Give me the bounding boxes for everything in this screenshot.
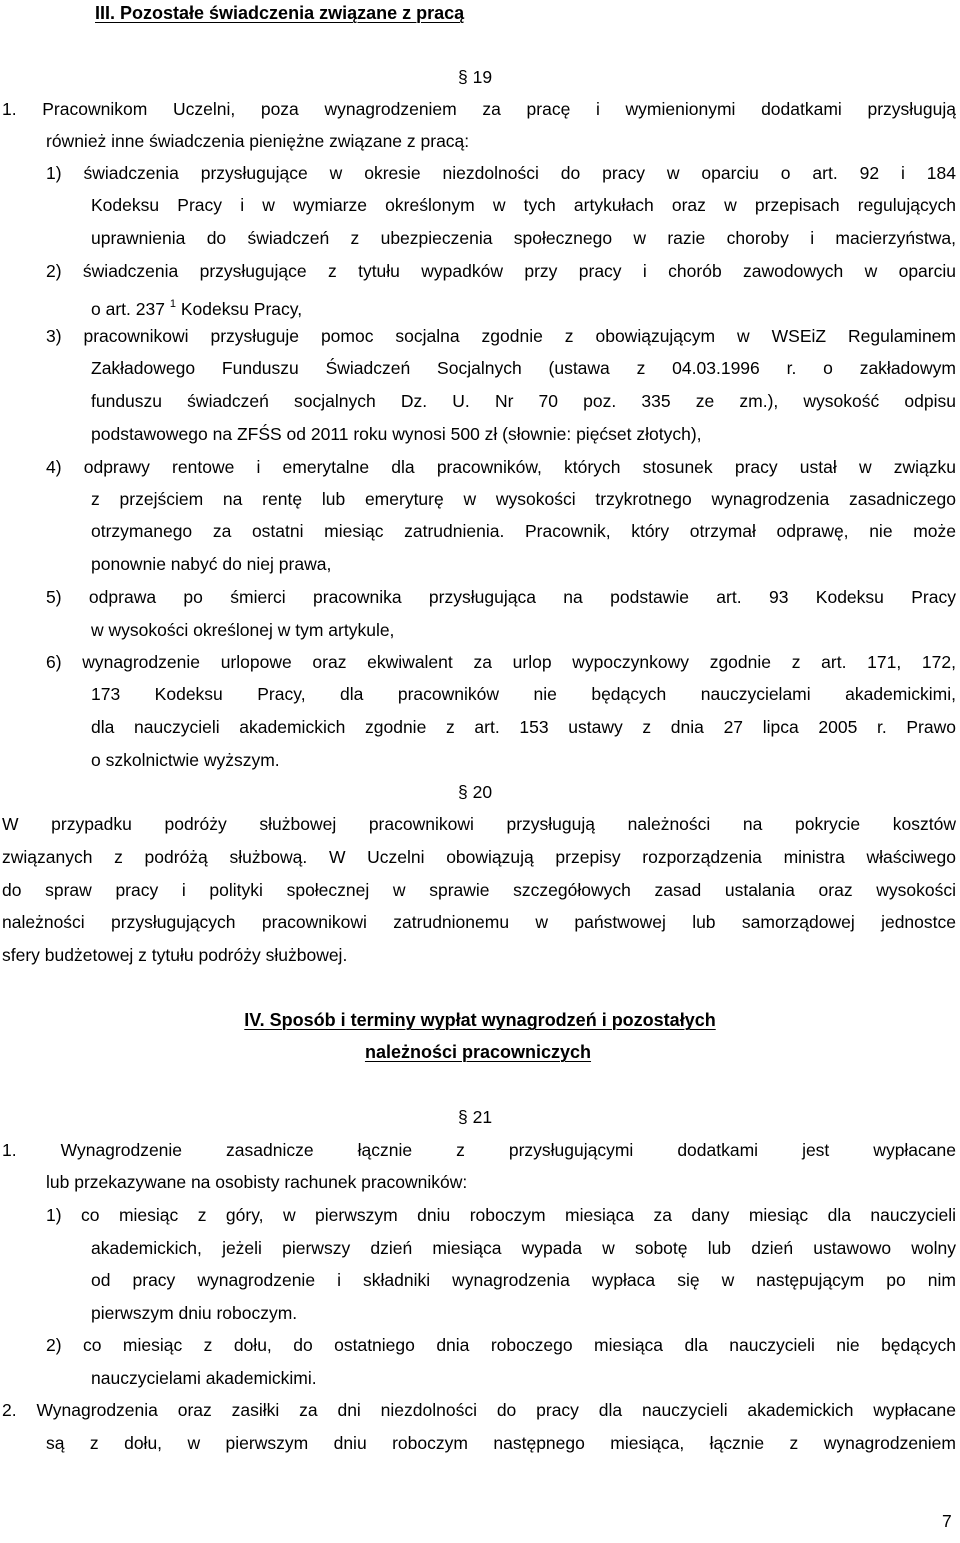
text-line: pierwszym dniu roboczym.: [91, 1303, 298, 1323]
paragraph-header: § 20: [458, 782, 493, 802]
text-line: również inne świadczenia pieniężne związane z pracą:: [46, 131, 470, 151]
text-line: związanych z podróżą służbową. W Uczelni obowiązują przepisy rozporządzenia ministra właściwego: [2, 847, 956, 867]
text-line: sfery budżetowej z tytułu podróży służbowej.: [2, 945, 348, 965]
text-line: W przypadku podróży służbowej pracownikowi przysługują należności na pokrycie kosztów: [2, 814, 956, 834]
text-fragment: o art. 237: [91, 299, 165, 319]
paragraph-header: § 19: [458, 67, 493, 87]
text-line: Zakładowego Funduszu Świadczeń Socjalnych (ustawa z 04.03.1996 r. o zakładowym: [91, 358, 956, 378]
list-item: 6) wynagrodzenie urlopowe oraz ekwiwalent za urlop wypoczynkowy zgodnie z art. 171, 172,: [46, 652, 956, 672]
list-item: 2) co miesiąc z dołu, do ostatniego dnia roboczego miesiąca dla nauczycieli nie będących: [46, 1335, 956, 1355]
list-item: 4) odprawy rentowe i emerytalne dla pracowników, których stosunek pracy ustał w związku: [46, 457, 956, 477]
section-title-line: IV. Sposób i terminy wypłat wynagrodzeń i pozostałych: [244, 1010, 716, 1030]
list-item: 5) odprawa po śmierci pracownika przysługująca na podstawie art. 93 Kodeksu Pracy: [46, 587, 956, 607]
text-line: uprawnienia do świadczeń z ubezpieczenia społecznego w razie choroby i macierzyństwa,: [91, 228, 956, 248]
text-line: 1. Wynagrodzenie zasadnicze łącznie z przysługującymi dodatkami jest wypłacane: [2, 1140, 956, 1160]
text-line: 1. Pracownikom Uczelni, poza wynagrodzeniem za pracę i wymienionymi dodatkami przysługują: [2, 99, 956, 119]
text-line: z przejściem na rentę lub emeryturę w wysokości trzykrotnego wynagrodzenia zasadniczego: [91, 489, 956, 509]
text-line: 2. Wynagrodzenia oraz zasiłki za dni niezdolności do pracy dla nauczycieli akademickich wypłacane: [2, 1400, 956, 1420]
text-line: ponownie nabyć do niej prawa,: [91, 554, 332, 574]
list-item: 1) co miesiąc z góry, w pierwszym dniu roboczym miesiąca za dany miesiąc dla nauczycieli: [46, 1205, 956, 1225]
section-title: III. Pozostałe świadczenia związane z pracą: [95, 3, 465, 23]
text-fragment: Kodeksu Pracy,: [180, 299, 303, 319]
page-number: 7: [942, 1511, 952, 1531]
section-title: [0, 1009, 960, 1031]
section-title-line: należności pracowniczych: [364, 1042, 592, 1062]
text-line: [91, 293, 302, 320]
text-line: otrzymanego za ostatni miesiąc zatrudnienia. Pracownik, który otrzymał odprawę, nie może: [91, 521, 956, 541]
text-line: akademickich, jeżeli pierwszy dzień miesiąca wypada w sobotę lub dzień ustawowo wolny: [91, 1238, 956, 1258]
text-line: do spraw pracy i polityki społecznej w sprawie szczegółowych zasad ustalania oraz wysokości: [2, 880, 956, 900]
text-line: funduszu świadczeń socjalnych Dz. U. Nr 70 poz. 335 ze zm.), wysokość odpisu: [91, 391, 956, 411]
text-line: 173 Kodeksu Pracy, dla pracowników nie będących nauczycielami akademickimi,: [91, 684, 956, 704]
list-item: 2) świadczenia przysługujące z tytułu wypadków przy pracy i chorób zawodowych w oparciu: [46, 261, 956, 281]
list-item: 3) pracownikowi przysługuje pomoc socjalna zgodnie z obowiązującym w WSEiZ Regulaminem: [46, 326, 956, 346]
text-line: dla nauczycieli akademickich zgodnie z art. 153 ustawy z dnia 27 lipca 2005 r. Prawo: [91, 717, 956, 737]
text-line: podstawowego na ZFŚS od 2011 roku wynosi 500 zł (słownie: pięćset złotych),: [91, 424, 702, 444]
text-line: o szkolnictwie wyższym.: [91, 750, 280, 770]
section-title: [0, 1041, 956, 1063]
text-line: należności przysługujących pracownikowi zatrudnionemu w państwowej lub samorządowej jednostce: [2, 912, 956, 932]
text-line: lub przekazywane na osobisty rachunek pracowników:: [46, 1172, 468, 1192]
superscript: 1: [169, 298, 176, 310]
text-line: nauczycielami akademickimi.: [91, 1368, 317, 1388]
text-line: od pracy wynagrodzenie i składniki wynagrodzenia wypłaca się w następującym po nim: [91, 1270, 956, 1290]
text-line: są z dołu, w pierwszym dniu roboczym następnego miesiąca, łącznie z wynagrodzeniem: [46, 1433, 956, 1453]
text-line: Kodeksu Pracy i w wymiarze określonym w tych artykułach oraz w przepisach regulujących: [91, 195, 956, 215]
list-item: 1) świadczenia przysługujące w okresie niezdolności do pracy w oparciu o art. 92 i 184: [46, 163, 956, 183]
text-line: w wysokości określonej w tym artykule,: [91, 620, 395, 640]
paragraph-header: § 21: [458, 1107, 493, 1127]
